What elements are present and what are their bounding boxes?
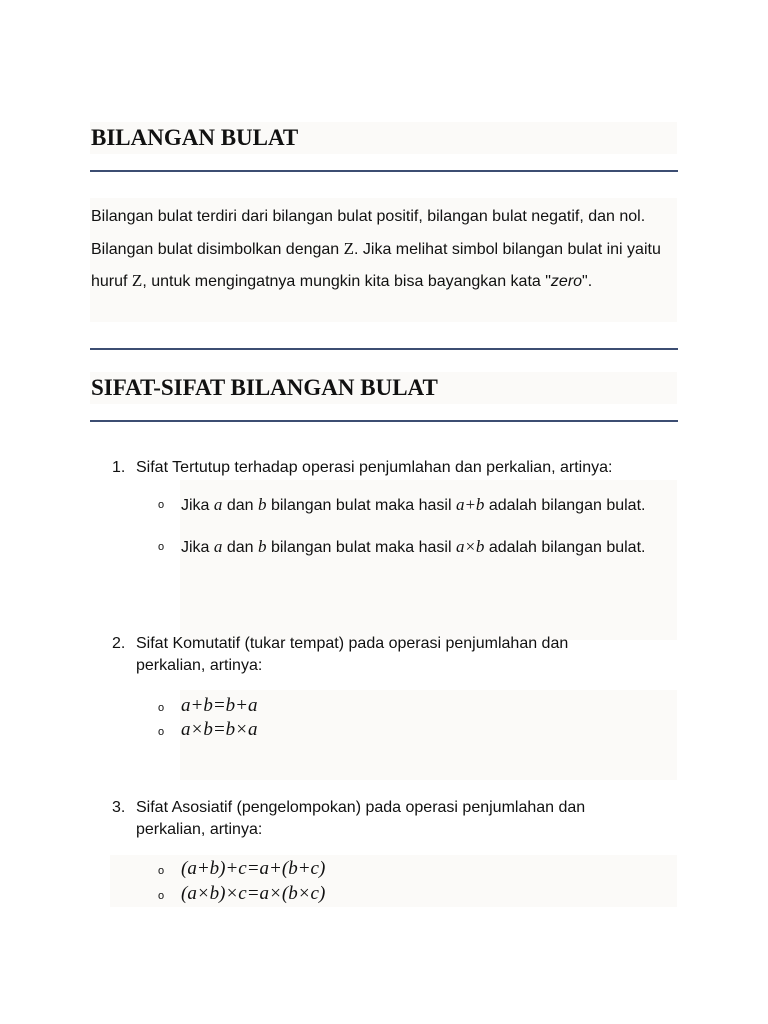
- zero-word: zero: [550, 273, 583, 290]
- paragraph-text-3: , untuk mengingatnya mungkin kita bisa bayangkan kata ": [142, 273, 551, 290]
- bullet-circle-icon: o: [158, 541, 165, 553]
- paragraph-text-1: Bilangan bulat terdiri dari bilangan bulat positif, bilangan bulat negatif, dan nol. Bilangan bulat disimbolkan dengan: [91, 208, 646, 258]
- integer-symbol: Z: [131, 271, 143, 290]
- sub-list-item: [158, 694, 658, 718]
- sub-list-item: [158, 495, 658, 516]
- paragraph-text-4: ".: [582, 273, 593, 290]
- sub-list-item: [158, 882, 658, 906]
- section-heading-bilangan-bulat: BILANGAN BULAT: [91, 125, 299, 150]
- list-number: 3.: [112, 799, 126, 816]
- bullet-circle-icon: o: [158, 499, 165, 511]
- list-item: [112, 457, 642, 479]
- associative-addition-formula: (a+b)+c=a+(b+c): [181, 858, 326, 879]
- commutative-multiplication-formula: a×b=b×a: [181, 719, 258, 740]
- bullet-circle-icon: o: [158, 702, 165, 714]
- divider-1: [90, 170, 678, 172]
- sub-list-item: [158, 537, 658, 558]
- section-heading-sifat-sifat: SIFAT-SIFAT BILANGAN BULAT: [91, 375, 438, 400]
- sub-list-item: [158, 857, 658, 881]
- commutative-addition-formula: a+b=b+a: [181, 695, 258, 716]
- associative-multiplication-formula: (a×b)×c=a×(b×c): [181, 883, 326, 904]
- bullet-circle-icon: o: [158, 726, 165, 738]
- list-item-text: Sifat Asosiatif (pengelompokan) pada operasi penjumlahan dan perkalian, artinya:: [136, 799, 586, 838]
- sub-list-item: [158, 718, 658, 742]
- divider-2: [90, 348, 678, 350]
- list-number: 2.: [112, 635, 126, 652]
- list-item-text: Sifat Tertutup terhadap operasi penjumlahan dan perkalian, artinya:: [136, 459, 613, 476]
- integer-symbol: Z: [343, 238, 355, 258]
- list-item-text: Sifat Komutatif (tukar tempat) pada operasi penjumlahan dan perkalian, artinya:: [136, 635, 569, 674]
- paragraph-text-2: . Jika melihat simbol bilangan bulat ini yaitu huruf: [91, 240, 661, 290]
- intro-paragraph: [91, 201, 681, 298]
- bullet-circle-icon: o: [158, 865, 165, 877]
- list-number: 1.: [112, 459, 126, 476]
- list-item: [112, 633, 642, 677]
- list-item: [112, 797, 642, 841]
- bullet-circle-icon: o: [158, 890, 165, 902]
- divider-3: [90, 420, 678, 422]
- sub-item-text: Jika a dan b bilangan bulat maka hasil a×b adalah bilangan bulat.: [181, 537, 646, 556]
- sub-item-text: Jika a dan b bilangan bulat maka hasil a+b adalah bilangan bulat.: [181, 495, 646, 514]
